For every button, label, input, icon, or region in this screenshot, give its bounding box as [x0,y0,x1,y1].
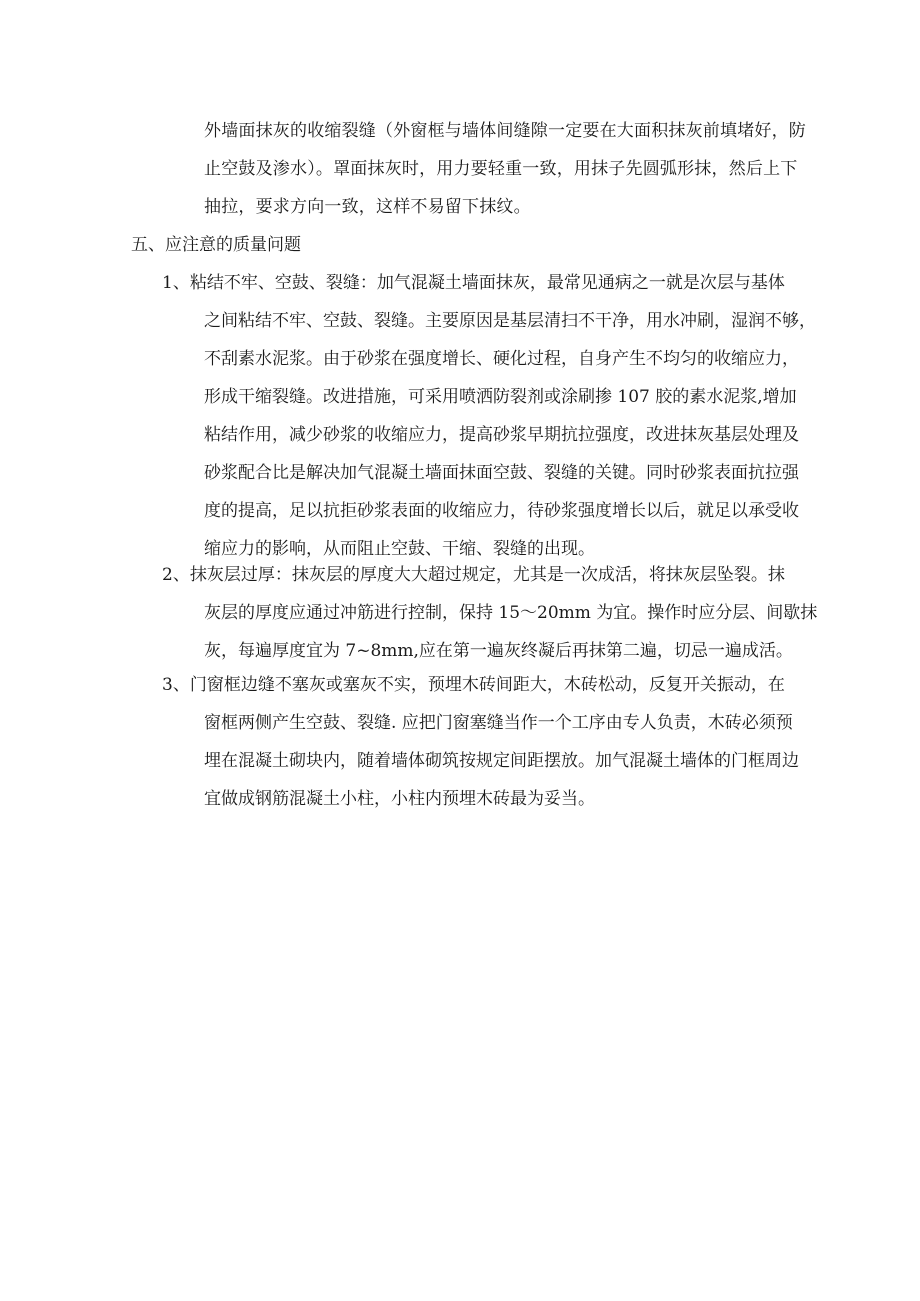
item-2-body [204,594,817,670]
item-3-first-line: 3、门窗框边缝不塞灰或塞灰不实，预埋木砖间距大，木砖松动，反复开关振动，在 [162,675,785,695]
item-3-body [204,704,799,818]
item-line: 灰层的厚度应通过冲筋进行控制，保持 15～20mm 为宜。操作时应分层、间歇抹 [204,603,818,623]
intro-line: 抽拉，要求方向一致，这样不易留下抹纹。 [204,197,531,217]
item-line: 砂浆配合比是解决加气混凝土墙面抹面空鼓、裂缝的关键。同时砂浆表面抗拉强 [204,463,799,483]
item-line: 埋在混凝土砌块内，随着墙体砌筑按规定间距摆放。加气混凝土墙体的门框周边 [204,751,799,771]
item-line: 粘结作用，减少砂浆的收缩应力，提高砂浆早期抗拉强度，改进抹灰基层处理及 [204,425,799,445]
item-2-first-line: 2、抹灰层过厚：抹灰层的厚度大大超过规定，尤其是一次成活，将抹灰层坠裂。抹 [162,565,785,585]
item-1-body [204,302,816,568]
item-line: 度的提高，足以抗拒砂浆表面的收缩应力，待砂浆强度增长以后，就足以承受收 [204,501,799,521]
intro-line: 止空鼓及渗水）。罩面抹灰时，用力要轻重一致，用抹子先圆弧形抹，然后上下 [204,159,798,179]
section-heading: 五、应注意的质量问题 [131,235,301,255]
item-line: 宜做成钢筋混凝土小柱，小柱内预埋木砖最为妥当。 [204,789,595,809]
item-line: 不刮素水泥浆。由于砂浆在强度增长、硬化过程，自身产生不均匀的收缩应力， [204,349,799,369]
item-line: 灰，每遍厚度宜为 7~8mm,应在第一遍灰终凝后再抹第二遍，切忌一遍成活。 [204,641,793,661]
item-1-first-line: 1、粘结不牢、空鼓、裂缝：加气混凝土墙面抹灰，最常见通病之一就是次层与基体 [162,273,785,293]
item-line: 缩应力的影响，从而阻止空鼓、干缩、裂缝的出现。 [204,539,595,559]
item-line: 窗框两侧产生空鼓、裂缝. 应把门窗塞缝当作一个工序由专人负责，木砖必须预 [204,713,793,733]
item-line: 形成干缩裂缝。改进措施，可采用喷洒防裂剂或涂刷掺 107 胶的素水泥浆,增加 [204,387,797,407]
item-line: 之间粘结不牢、空鼓、裂缝。主要原因是基层清扫不干净，用水冲刷，湿润不够， [204,311,816,331]
intro-paragraph [204,112,806,226]
intro-line: 外墙面抹灰的收缩裂缝（外窗框与墙体间缝隙一定要在大面积抹灰前填堵好，防 [204,121,806,141]
